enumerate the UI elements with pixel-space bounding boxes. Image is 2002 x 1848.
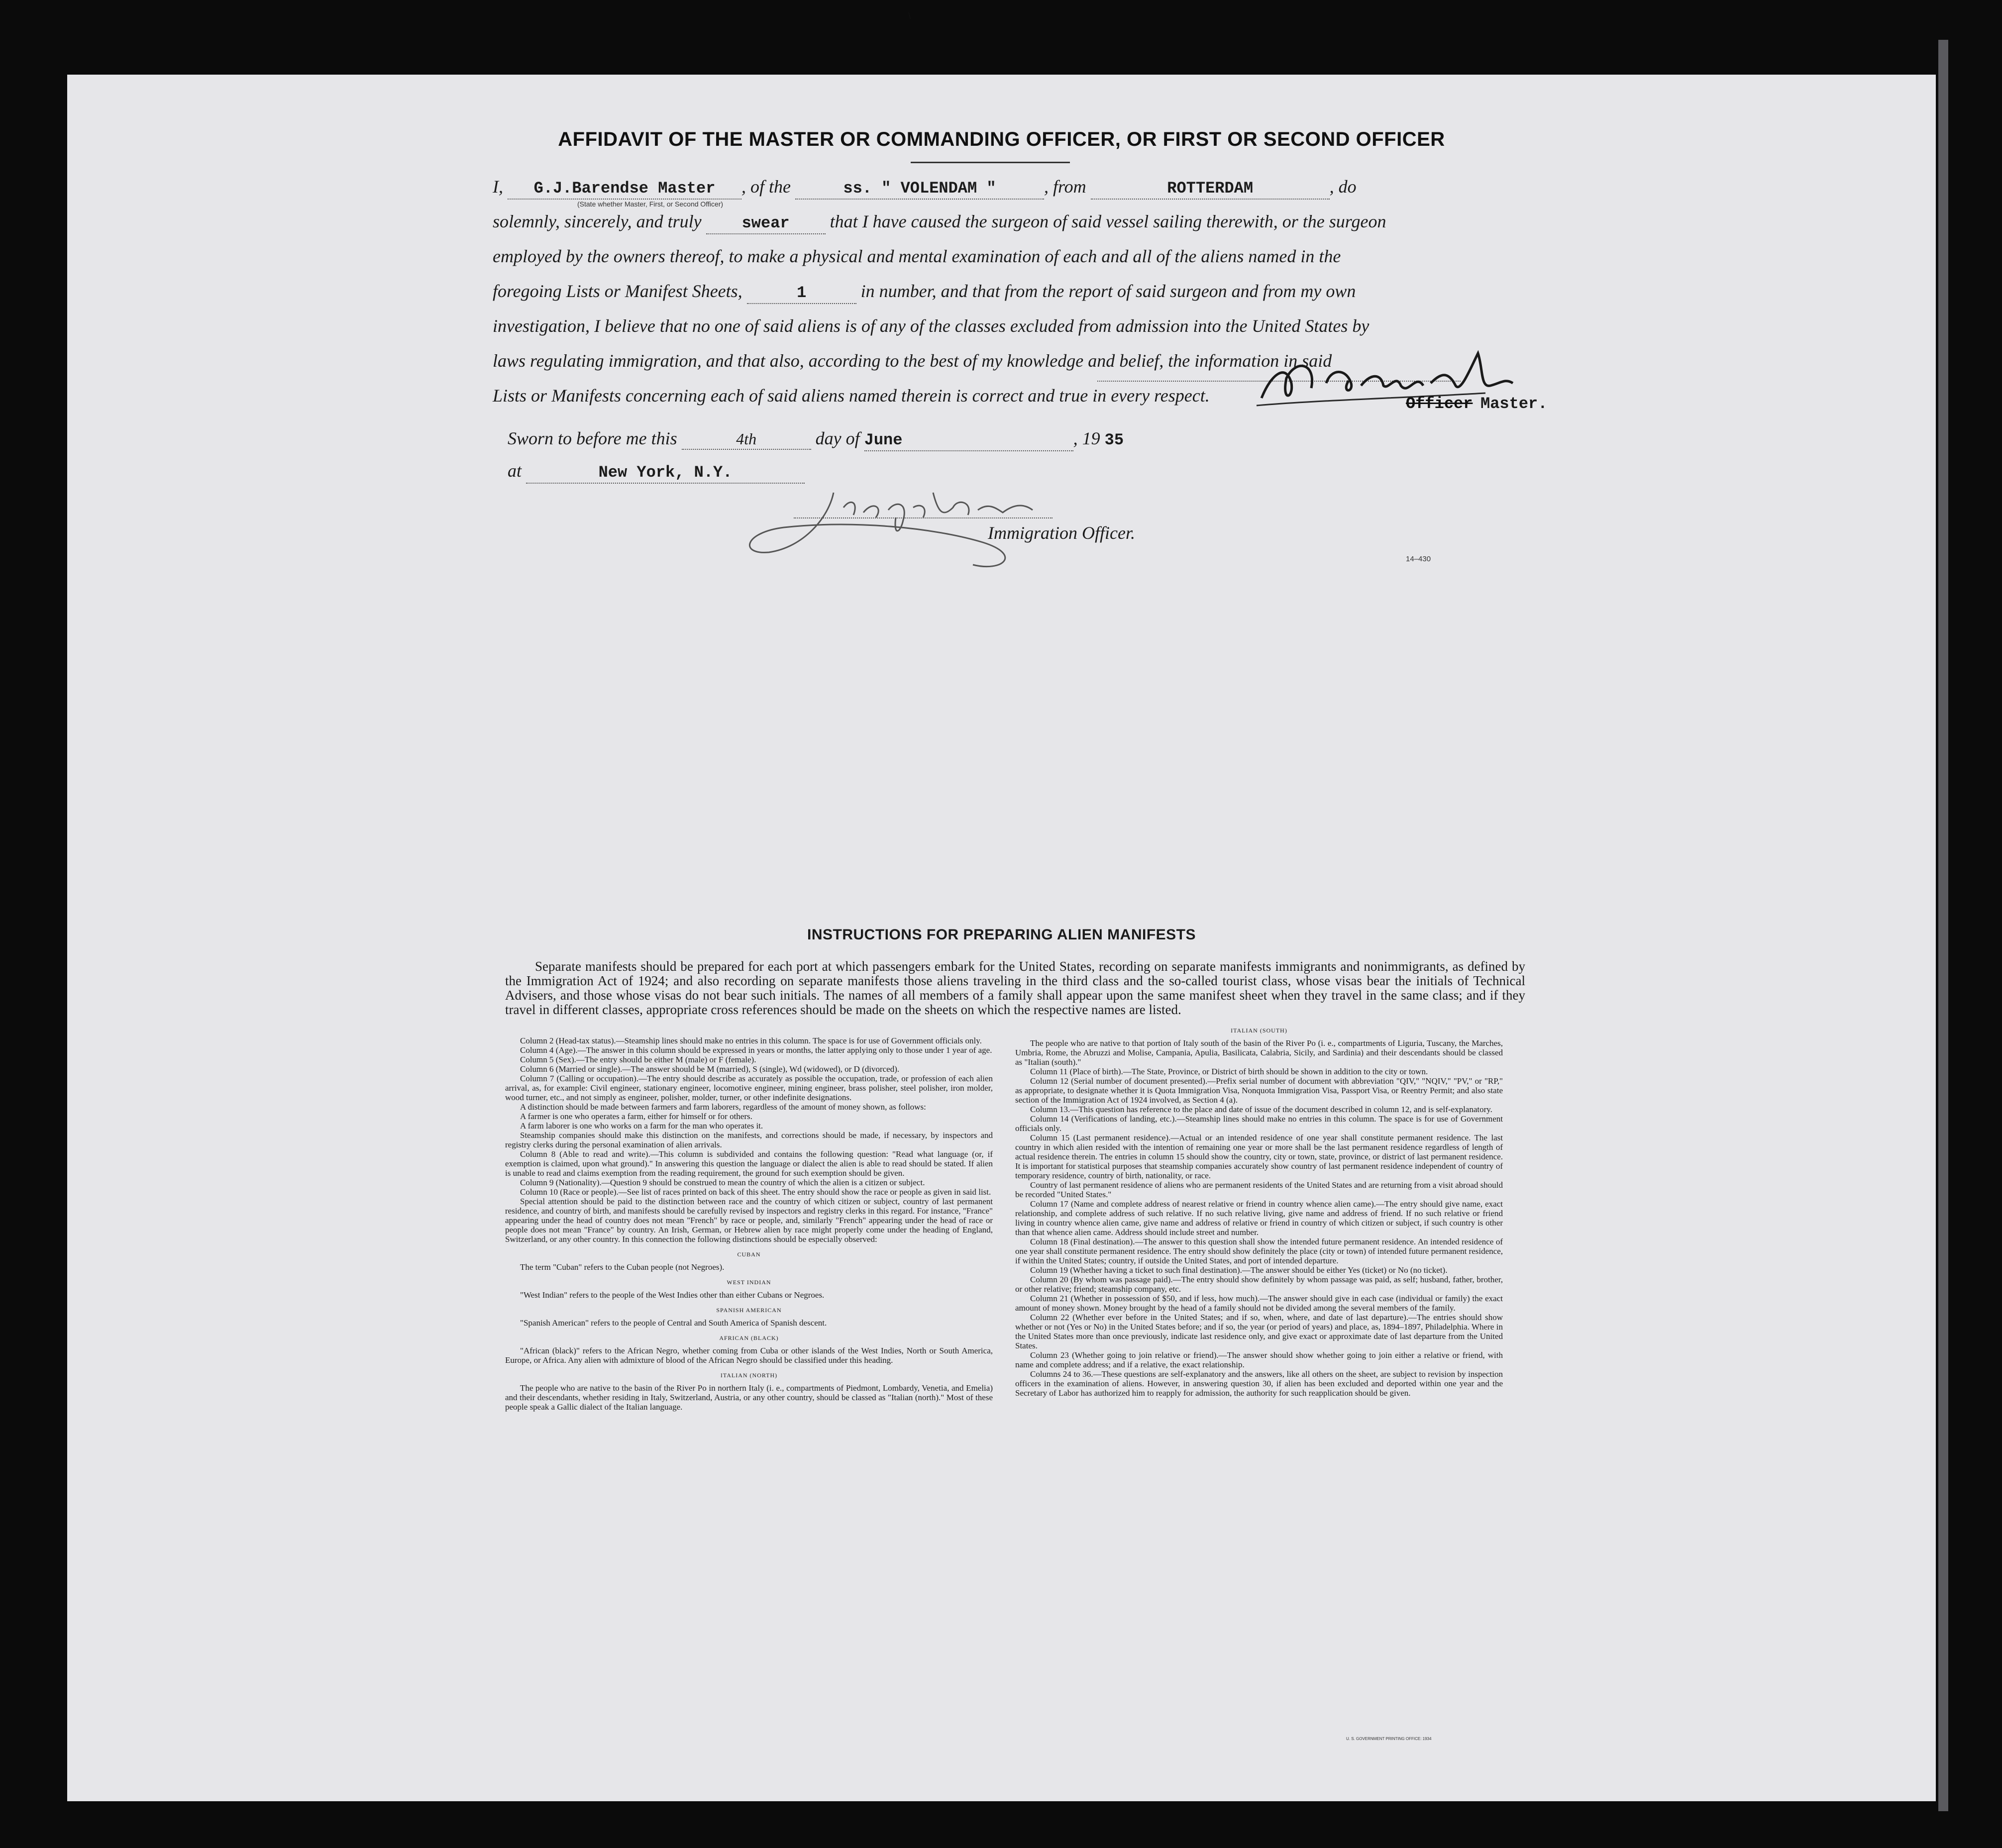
scan-mark: \ <box>908 11 911 21</box>
instruction-paragraph: Column 21 (Whether in possession of $50, and if less, how much).—The answer should give in each case (individual or family) the exact amount of money shown. Money brought by the head of a family should not be divided among the several members of the family. <box>1015 1294 1503 1313</box>
section-heading-west-indian: WEST INDIAN <box>727 1279 771 1286</box>
affidavit-text: solemnly, sincerely, and truly <box>493 211 702 231</box>
instructions-left-column <box>505 1036 993 1412</box>
instruction-paragraph: Column 18 (Final destination).—The answer to this question shall show the intended future permanent residence. An intended residence of one year shall constitute permanent residence. The entry should show definitely the place (city or town) of intended future permanent residence, if within the United States; country, if outside the United States, and port of intended departure. <box>1015 1237 1503 1265</box>
printer-imprint: U. S. GOVERNMENT PRINTING OFFICE: 1934 <box>1346 1737 1432 1741</box>
manifest-page <box>67 75 1936 1801</box>
affidavit-text: that I have caused the surgeon of said vessel sailing therewith, or the surgeon <box>830 211 1386 231</box>
affidavit-title: AFFIDAVIT OF THE MASTER OR COMMANDING OFFICER, OR FIRST OR SECOND OFFICER <box>558 128 1445 150</box>
do-label: , do <box>1329 177 1357 197</box>
from-label: , from <box>1044 177 1086 197</box>
instruction-paragraph: Special attention should be paid to the distinction between race and the country of which citizen or subject, country of last permanent residence, and country of birth, and manifests should be carefully revised by inspectors and registry clerks in this regard. For instance, "France" appearing under the head of country does not mean "French" by race or people, and, similarly "French" appearing under the head of race or people does not mean "France" by country. An Irish, German, or Hebrew alien by race might properly come under the heading of England, Switzerland, or any other country. In this connection the following distinctions should be especially observed: <box>505 1197 993 1244</box>
instruction-paragraph: Column 6 (Married or single).—The answer should be M (married), S (single), Wd (widowed), or D (divorced). <box>520 1064 900 1074</box>
sworn-text: day of <box>815 428 860 448</box>
title-rule <box>911 162 1070 163</box>
instruction-paragraph: Column 13.—This question has reference to the place and date of issue of the document described in column 12, and is self-explanatory. <box>1030 1105 1492 1114</box>
sworn-text: , 19 <box>1073 428 1100 448</box>
at-label: at <box>508 461 522 481</box>
instruction-paragraph: Column 11 (Place of birth).—The State, Province, or District of birth should be shown in addition to the city or town. <box>1030 1067 1428 1076</box>
instruction-paragraph: Column 20 (By whom was passage paid).—The entry should show definitely by whom passage was paid, as self; husband, father, brother, or other relative; friend; steamship company, etc. <box>1015 1275 1503 1294</box>
sheet-count-field: 1 <box>747 283 856 304</box>
instruction-paragraph: The term "Cuban" refers to the Cuban people (not Negroes). <box>520 1262 725 1272</box>
master-signature <box>1252 343 1520 418</box>
instruction-paragraph: "West Indian" refers to the people of the West Indies other than either Cubans or Negroes. <box>520 1290 825 1300</box>
affidavit-line-6: laws regulating immigration, and that also, according to the best of my knowledge and belief, the information in said <box>493 351 1332 371</box>
instruction-paragraph: "Spanish American" refers to the people of Central and South America of Spanish descent. <box>520 1318 827 1328</box>
instruction-paragraph: A farmer is one who operates a farm, either for himself or for others. <box>520 1112 752 1121</box>
instructions-title: INSTRUCTIONS FOR PREPARING ALIEN MANIFESTS <box>807 926 1196 943</box>
affidavit-line-7: Lists or Manifests concerning each of said aliens named therein is correct and true in every respect. <box>493 386 1210 406</box>
page-edge-strip <box>1938 40 1948 1811</box>
section-heading-cuban: CUBAN <box>737 1251 761 1258</box>
instruction-paragraph: Column 22 (Whether ever before in the United States; and if so, when, where, and date of last departure).—The entries should show whether or not (Yes or No) in the United States before; and if so, the year (or period of years) and place, as, 1894–1897, Philadelphia. Where in the United States more than once previously, indicate last residence only, and give exact or approximate date of last departure from the United States. <box>1015 1313 1503 1350</box>
instruction-paragraph: A farm laborer is one who works on a farm for the man who operates it. <box>520 1121 763 1130</box>
section-heading-italian-north: ITALIAN (NORTH) <box>720 1372 778 1379</box>
instruction-paragraph: Column 9 (Nationality).—Question 9 should be construed to mean the country of which the alien is a citizen or subject. <box>520 1178 925 1187</box>
immigration-officer-label: Immigration Officer. <box>988 523 1135 543</box>
instruction-paragraph: Columns 24 to 36.—These questions are self-explanatory and the answers, like all others on the sheet, are subject to revision by inspection officers in the examination of aliens. However, in answering question 30, if alien has been excluded and deported within one year and the Secretary of Labor has authorized him to reapply for admission, the authority for such reapplication should be given. <box>1015 1369 1503 1398</box>
instruction-paragraph: Column 14 (Verifications of landing, etc.).—Steamship lines should make no entries in this column. The space is for use of Government officials only. <box>1015 1114 1503 1133</box>
affidavit-text: in number, and that from the report of said surgeon and from my own <box>860 281 1356 301</box>
affidavit-line-5: investigation, I believe that no one of said aliens is of any of the classes excluded from admission into the United States by <box>493 316 1370 336</box>
section-heading-african: AFRICAN (BLACK) <box>719 1335 779 1341</box>
affidavit-line-4 <box>493 274 1607 308</box>
instructions-intro: Separate manifests should be prepared for each port at which passengers embark for the United States, recording on separate manifests immigrants and nonimmigrants, as defined by the Immigration Act of 1924; and also recording on separate manifests those aliens traveling in the third class and the so-called tourist class, whose visas bear the initials of Technical Advisers, and those whose visas do not bear such initials. The names of all members of a family shall appear upon the same manifest sheet when they travel in the same class; and if they travel in different classes, appropriate cross references should be made on the sheets on which the respective names are listed. <box>505 959 1525 1017</box>
i-label: I, <box>493 177 503 197</box>
sworn-year-field: 35 <box>1104 431 1124 449</box>
instructions-right-column <box>1015 1026 1503 1398</box>
vessel-field: ss. " VOLENDAM " <box>795 179 1044 200</box>
instruction-paragraph: Column 23 (Whether going to join relative or friend).—The answer should show whether going to join either a relative or friend, with name and complete address; and if a relative, the exact relationship. <box>1015 1350 1503 1369</box>
instruction-paragraph: Column 8 (Able to read and write).—This column is subdivided and contains the following question: "Read what language (or, if exemption is claimed, upon what ground)." In answering this question the language or dialect the alien is able to read should be stated. If alien is unable to read and claims exemption from the reading requirement, the ground for such exemption should be given. <box>505 1149 993 1178</box>
state-note: (State whether Master, First, or Second Officer) <box>577 200 724 208</box>
of-the-label: , of the <box>741 177 791 197</box>
form-number: 14–430 <box>1406 555 1431 563</box>
sworn-day-field: 4th <box>682 429 811 450</box>
instruction-paragraph: Column 7 (Calling or occupation).—The entry should describe as accurately as possible the occupation, trade, or profession of each alien arrival, as, for example: Civil engineer, stationary engineer, locomotive engineer, mining engineer, brass polisher, steel polisher, iron molder, wood turner, etc., and not simply as engineer, polisher, molder, turner, or other indefinite designations. <box>505 1074 993 1102</box>
master-name-field: G.J.Barendse Master <box>508 179 741 200</box>
officer-struck-label: Officer <box>1406 395 1473 413</box>
instruction-paragraph: Country of last permanent residence of aliens who are permanent residents of the United States and are returning from a visit abroad should be recorded "United States." <box>1015 1180 1503 1199</box>
instruction-paragraph: Column 10 (Race or people).—See list of races printed on back of this sheet. The entry should show the race or people as given in said list. <box>520 1187 991 1197</box>
section-heading-spanish-american: SPANISH AMERICAN <box>716 1307 782 1314</box>
instruction-paragraph: The people who are native to that portion of Italy south of the basin of the River Po (i. e., compartments of Liguria, Tuscany, the Marches, Umbria, Rome, the Abruzzi and Molise, Campania, Apulia, Basilicata, Calabria, Sicily, and Sardinia) and their descendants should be classed as "Italian (south)." <box>1015 1038 1503 1067</box>
sworn-month-field: June <box>864 430 1073 451</box>
instruction-paragraph: Column 19 (Whether having a ticket to such final destination).—The answer should be either Yes (ticket) or No (no ticket). <box>1030 1265 1448 1275</box>
instruction-paragraph: Column 15 (Last permanent residence).—Actual or an intended residence of one year shall constitute permanent residence. The last country in which alien resided with the intention of remaining one year or more shall be the last permanent residence regardless of length of actual residence therein. The entries in column 15 should show the country, city or town, state, province, or district of last permanent residence. It is important for statistical purposes that steamship companies accurately show country of last permanent residence independent of country of temporary residence, country of birth, nationality, or race. <box>1015 1133 1503 1180</box>
instruction-paragraph: Column 12 (Serial number of document presented).—Prefix serial number of document with abbreviation "QIV," "NQIV," "PV," or "RP," as appropriate, to designate whether it is Quota Immigration Visa, Nonquota Immigration Visa, Passport Visa, or Reentry Permit; and also state section of the Immigration Act of 1924 involved, as Section 4 (a). <box>1015 1076 1503 1105</box>
instruction-paragraph: The people who are native to the basin of the River Po in northern Italy (i. e., compartments of Piedmont, Lombardy, Venetia, and Emelia) and their descendants, whether residing in Italy, Switzerland, Austria, or any other country, should be classed as "Italian (north)." Most of these people speak a Gallic dialect of the Italian language. <box>505 1383 993 1412</box>
instruction-paragraph: Column 2 (Head-tax status).—Steamship lines should make no entries in this column. The space is for use of Government officials only. <box>520 1036 982 1045</box>
affidavit-line-2 <box>493 204 1607 239</box>
master-label: Master. <box>1480 395 1548 413</box>
affidavit-line-3: employed by the owners thereof, to make a physical and mental examination of each and all of the aliens named in the <box>493 246 1341 266</box>
instruction-paragraph: Column 4 (Age).—The answer in this column should be expressed in years or months, the latter applying only to those under 1 year of age. <box>520 1045 992 1055</box>
affidavit-line-1 <box>493 169 1607 204</box>
sworn-line <box>508 428 1503 451</box>
affidavit-text: foregoing Lists or Manifest Sheets, <box>493 281 742 301</box>
instruction-paragraph: A distinction should be made between farmers and farm laborers, regardless of the amount of money shown, as follows: <box>520 1102 926 1112</box>
sworn-text: Sworn to before me this <box>508 428 677 448</box>
oath-field: swear <box>706 213 826 234</box>
instruction-paragraph: Steamship companies should make this distinction on the manifests, and corrections should be made, if necessary, by inspectors and registry clerks during the personal examination of alien arrivals. <box>505 1130 993 1149</box>
port-field: ROTTERDAM <box>1091 179 1330 200</box>
section-heading-italian-south: ITALIAN (SOUTH) <box>1231 1027 1287 1034</box>
instruction-paragraph: Column 5 (Sex).—The entry should be either M (male) or F (female). <box>520 1055 756 1064</box>
instruction-paragraph: "African (black)" refers to the African Negro, whether coming from Cuba or other islands of the West Indies, North or South America, Europe, or Africa. Any alien with admixture of blood of the African Negro should be classified under this heading. <box>505 1346 993 1365</box>
at-place-field: New York, N.Y. <box>526 463 805 484</box>
instruction-paragraph: Column 17 (Name and complete address of nearest relative or friend in country whence alien came).—The entry should give name, exact relationship, and complete address of such relative. If no such relative living, give name and address of friend. If no such relative or friend living in country whence alien came, give name and address of relative or friend in country of which citizen or subject, if such country is other than that whence alien came. Address should include street and number. <box>1015 1199 1503 1237</box>
